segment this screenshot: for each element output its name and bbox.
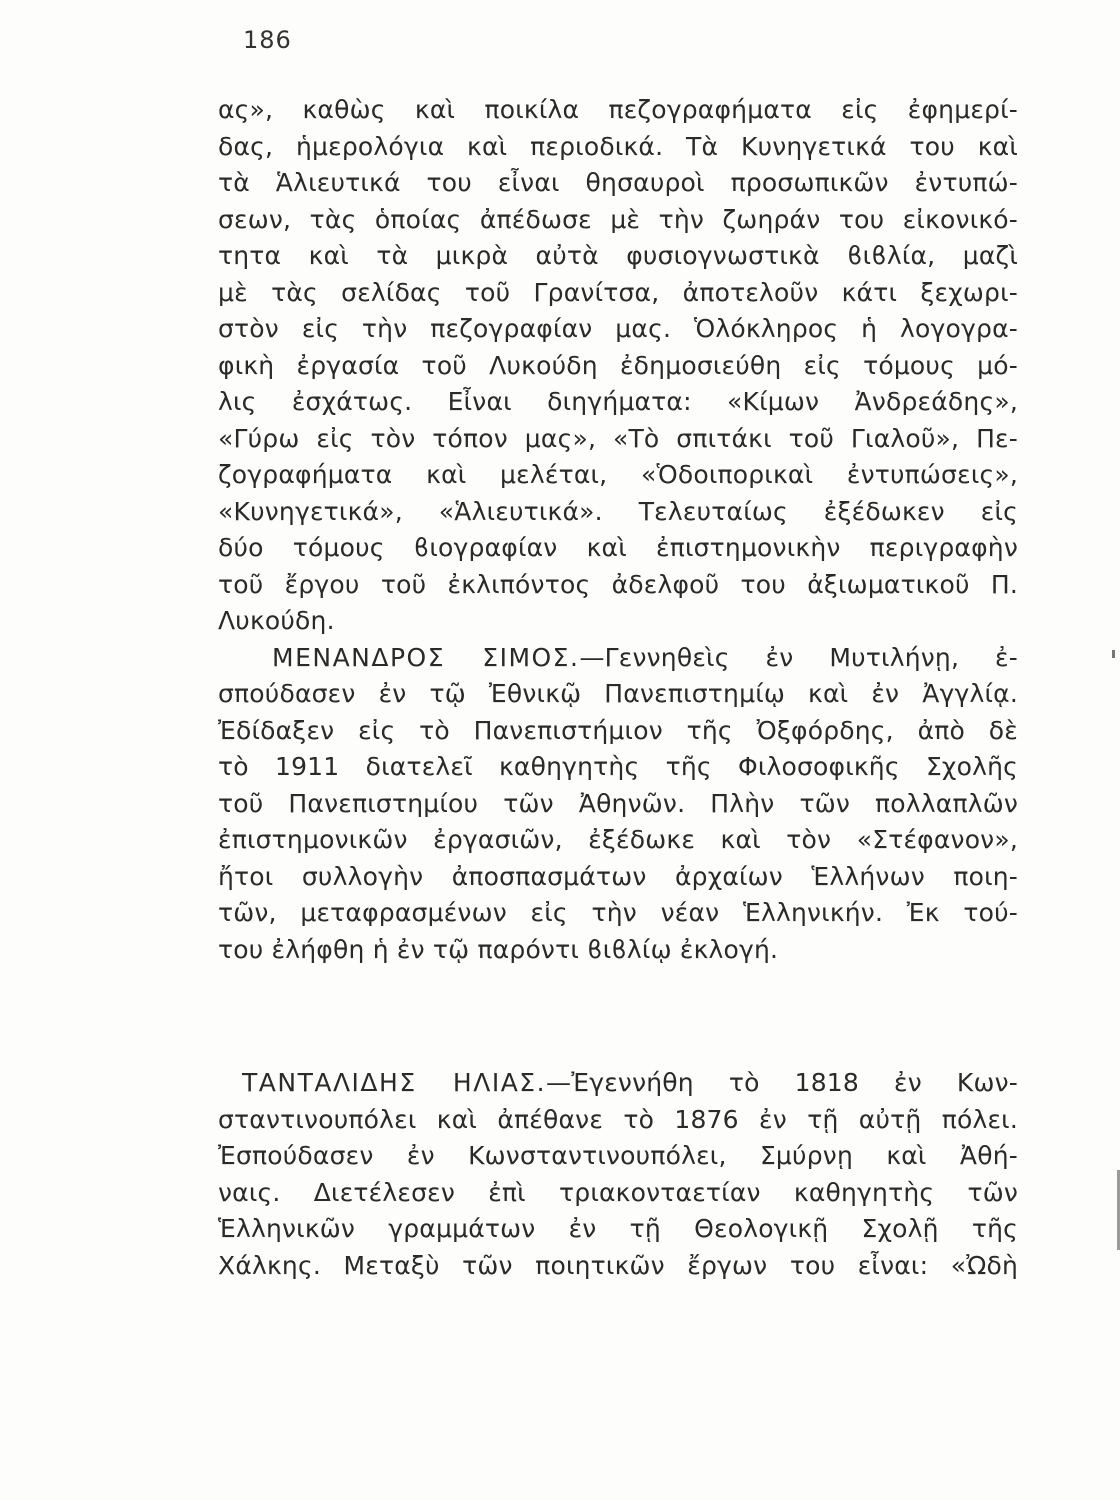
entry-first-line — [218, 1065, 1018, 1102]
scan-speck — [1112, 650, 1115, 658]
text-line: ναις. Διετέλεσεν ἐπὶ τριακονταετίαν καθηγητὴς τῶν — [218, 1177, 1018, 1207]
entry-heading: ΜΕΝΑΝΔΡΟΣ ΣΙΜΟΣ. — [272, 642, 580, 672]
text-line: σπούδασεν ἐν τῷ Ἐθνικῷ Πανεπιστημίῳ καὶ ἐν Ἀγγλίᾳ. — [218, 679, 1018, 708]
text-line: φικὴ ἐργασία τοῦ Λυκούδη ἐδημοσιεύθη εἰς τόμους μό- — [218, 350, 1018, 380]
text-line: ας», καθὼς καὶ ποικίλα πεζογραφήματα εἰς ἐφημερί- — [218, 95, 1018, 124]
text-line: τῶν, μεταφρασμένων εἰς τὴν νέαν Ἑλληνικήν. Ἐκ τού- — [218, 898, 1018, 927]
text-line: τοῦ ἔργου τοῦ ἐκλιπόντος ἀδελφοῦ του ἀξιωματικοῦ Π. — [218, 569, 1018, 599]
entry-lead-text: —Ἐγεννήθη τὸ 1818 ἐν Κων- — [546, 1068, 1019, 1097]
text-line: Ἐσπούδασεν ἐν Κωνσταντινουπόλει, Σμύρνῃ καὶ Ἀθή- — [218, 1141, 1018, 1170]
text-line: του ἐλήφθη ἡ ἐν τῷ παρόντι ϐιϐλίῳ ἐκλογή. — [218, 934, 779, 964]
text-line: ἤτοι συλλογὴν ἀποσπασμάτων ἀρχαίων Ἑλλήνων ποιη- — [218, 861, 1018, 891]
text-line: τοῦ Πανεπιστημίου τῶν Ἀθηνῶν. Πλὴν τῶν πολλαπλῶν — [218, 788, 1018, 818]
text-line: λις ἐσχάτως. Εἶναι διηγήματα: «Κίμων Ἀνδρεάδης», — [218, 387, 1018, 416]
text-line: Λυκούδη. — [218, 606, 335, 635]
text-line: «Κυνηγετικά», «Ἁλιευτικά». Τελευταίως ἐξέδωκεν εἰς — [218, 496, 1018, 526]
text-line: δύο τόμους ϐιογραφίαν καὶ ἐπιστημονικὴν περιγραφὴν — [218, 533, 1018, 562]
text-line: τὸ 1911 διατελεῖ καθηγητὴς τῆς Φιλοσοφικῆς Σχολῆς — [218, 752, 1018, 781]
text-line: Ἐδίδαξεν εἰς τὸ Πανεπιστήμιον τῆς Ὀξφόρδης, ἀπὸ δὲ — [218, 715, 1018, 745]
text-block-lower — [218, 1065, 1018, 1284]
text-line: σεων, τὰς ὁποίας ἀπέδωσε μὲ τὴν ζωηράν του εἰκονικό- — [218, 204, 1018, 234]
text-line: στὸν εἰς τὴν πεζογραφίαν μας. Ὁλόκληρος ἡ λογογρα- — [218, 314, 1018, 343]
text-line: Ἑλληνικῶν γραμμάτων ἐν τῇ Θεολογικῇ Σχολῇ τῆς — [218, 1214, 1018, 1243]
text-line: σταντινουπόλει καὶ ἀπέθανε τὸ 1876 ἐν τῇ αὐτῇ πόλει. — [218, 1104, 1018, 1134]
text-line: μὲ τὰς σελίδας τοῦ Γρανίτσα, ἀποτελοῦν κάτι ξεχωρι- — [218, 277, 1018, 307]
text-block-upper — [218, 92, 1018, 968]
text-line: τητα καὶ τὰ μικρὰ αὐτὰ φυσιογνωστικὰ ϐιϐλία, μαζὶ — [218, 241, 1018, 270]
entry-first-line — [218, 640, 1018, 677]
text-line: δας, ἡμερολόγια καὶ περιοδικά. Τὰ Κυνηγετικά του καὶ — [218, 131, 1018, 161]
text-line: «Γύρω εἰς τὸν τόπον μας», «Τὸ σπιτάκι τοῦ Γιαλοῦ», Πε- — [218, 423, 1018, 453]
text-line: ζογραφήματα καὶ μελέται, «Ὁδοιπορικαὶ ἐντυπώσεις», — [218, 460, 1018, 489]
text-line: Χάλκης. Μεταξὺ τῶν ποιητικῶν ἔργων του εἶναι: «Ὠδὴ — [218, 1250, 1018, 1280]
text-line: ἐπιστημονικῶν ἐργασιῶν, ἐξέδωκε καὶ τὸν «Στέφανον», — [218, 825, 1018, 854]
text-line: τὰ Ἁλιευτικά του εἶναι θησαυροὶ προσωπικῶν ἐντυπώ- — [218, 168, 1018, 197]
page-number: 186 — [243, 26, 292, 54]
entry-heading: ΤΑΝΤΑΛΙΔΗΣ ΗΛΙΑΣ. — [242, 1068, 547, 1097]
entry-lead-text: —Γεννηθεὶς ἐν Μυτιλήνῃ, ἐ- — [579, 642, 1018, 672]
